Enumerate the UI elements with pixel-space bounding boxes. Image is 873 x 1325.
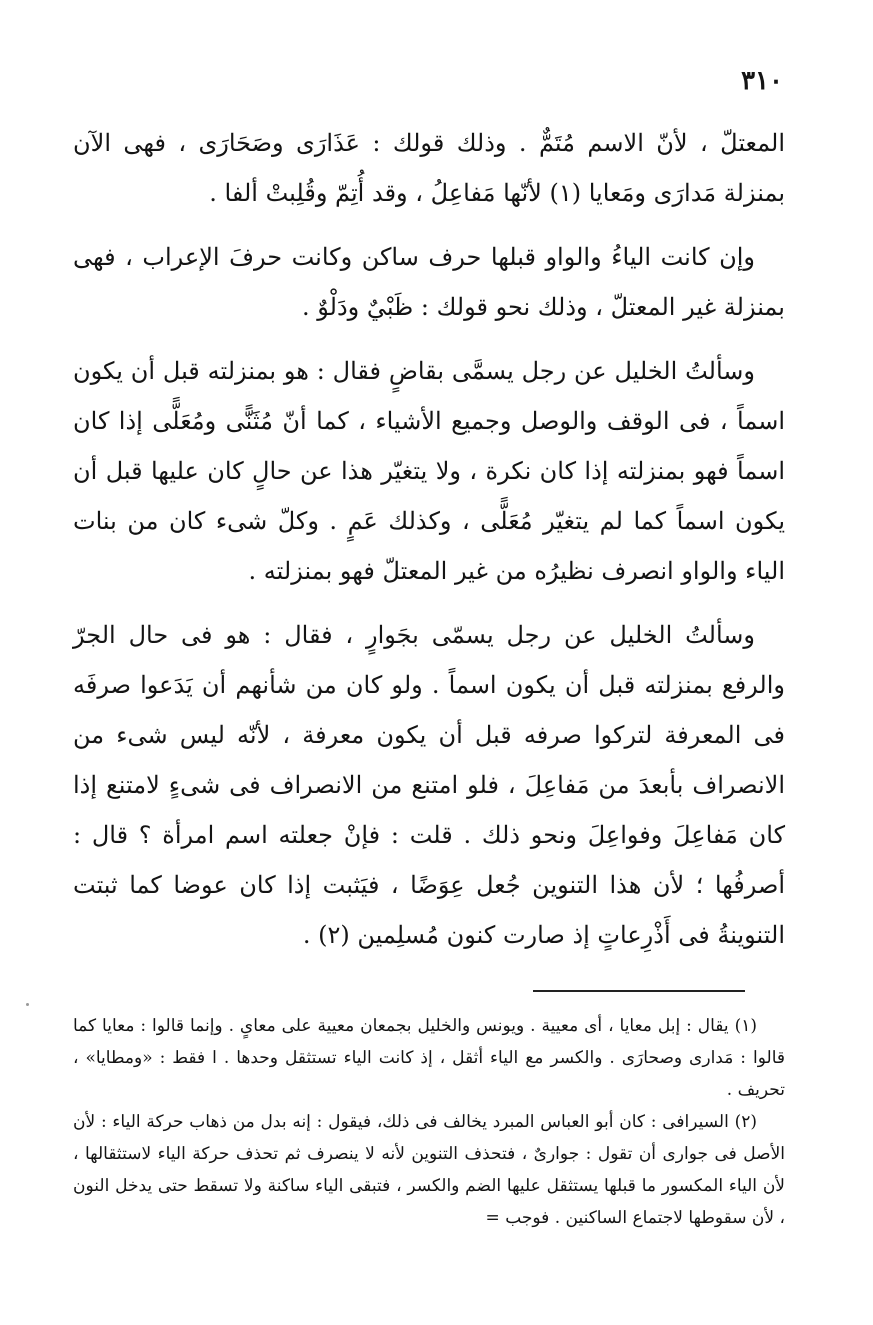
footnote-1: (١) يقال : إبل معايا ، أى معيية . ويونس والخليل بجمعان معيية على معاىٍ . وإنما قالوا : معايا كما قالوا : مَدارى وصحارَى . والكسر مع الياء أثقل ، إذ كانت الياء تستثقل وحدها . ا فقط : «ومطايا» ، تحريف . [73,1016,785,1100]
footnote-2: (٢) السيرافى : كان أبو العباس المبرد يخالف فى ذلك، فيقول : إنه بدل من ذهاب حركة الياء : لأن الأصل فى جوارى أن تقول : جوارىٌ ، فتحذف التنوين لأنه لا ينصرف ثم تحذف حركة الياء لاستثقالها ، لأن الياء المكسور ما قبلها يستثقل عليها الضم والكسر ، فتبقى الياء ساكنة ولا تسقط حتى يدخل النون ، لأن سقوطها لاجتماع الساكنين . فوجب = [73,1112,785,1228]
paragraph-2: وإن كانت الياءُ والواو قبلها حرف ساكن وكانت حرفَ الإعراب ، فهى بمنزلة غير المعتلّ ، وذلك نحو قولك : ظَبْيٌ ودَلْوٌ . [73,243,785,321]
page-number: ٣١٠ [741,66,783,96]
paragraph-4: وسألتُ الخليل عن رجل يسمّى بجَوارٍ ، فقال : هو فى حال الجرّ والرفع بمنزلته قبل أن يكون اسماً . ولو كان من شأنهم أن يَدَعوا صرفَه فى المعرفة لتركوا صرفه قبل أن يكون معرفة ، لأنّه ليس شىء من الانصراف بأبعدَ من مَفاعِلَ ، فلو امتنع من الانصراف فى شىءٍ لامتنع إذا كان مَفاعِلَ وفواعِلَ ونحو ذلك . قلت : فإنْ جعلته اسم امرأة ؟ قال : أصرفُها ؛ لأن هذا التنوين جُعل عِوَضًا ، فيَثبت إذا كان عوضا كما ثبتت التنوينةُ فى أَذْرِعاتٍ إذ صارت كنون مُسلِمين (٢) . [73,621,785,949]
paragraph-1: المعتلّ ، لأنّ الاسم مُتَمٌّ . وذلك قولك : عَذَارَى وصَحَارَى ، فهى الآن بمنزلة مَدارَى ومَعايا (١) لأنّها مَفاعِلُ ، وقد أُتِمّ وقُلِبتْ ألفا . [73,129,785,207]
main-text [73,118,785,974]
paragraph-3: وسألتُ الخليل عن رجل يسمَّى بقاضٍ فقال : هو بمنزلته قبل أن يكون اسماً ، فى الوقف والوصل وجميع الأشياء ، كما أنّ مُثَنًّى ومُعَلًّى إذا كان اسماً فهو بمنزلته إذا كان نكرة ، ولا يتغيّر هذا عن حالٍ كان عليها قبل أن يكون اسماً كما لم يتغيّر مُعَلًّى ، وكذلك عَمٍ . وكلّ شىء كان من بنات الياء والواو انصرف نظيرُه من غير المعتلّ فهو بمنزلته . [73,357,785,585]
footnote-separator [533,990,745,992]
footnotes [73,1010,785,1234]
margin-mark [26,1003,29,1006]
